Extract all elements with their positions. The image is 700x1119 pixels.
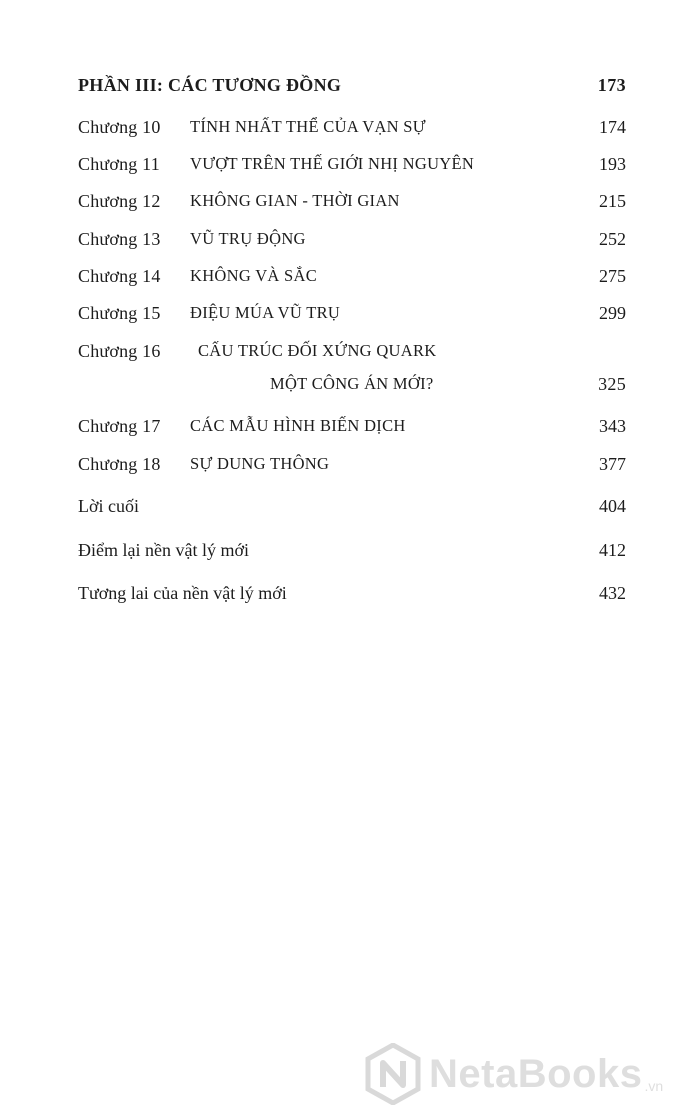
chapter-number: Chương 17: [78, 416, 161, 436]
watermark-brand: NetaBooks: [429, 1051, 643, 1096]
toc-entry-chapter-11: [78, 149, 626, 179]
part-page-number: 173: [597, 75, 626, 95]
chapter-number: Chương 10: [78, 117, 161, 137]
toc-entry-chapter-16: [78, 336, 626, 366]
section-page-number: 404: [599, 496, 626, 516]
toc-part-heading: [78, 70, 626, 100]
toc-entry-afterword: [78, 491, 626, 521]
toc-entry-chapter-12: [78, 186, 626, 216]
section-title: Lời cuối: [78, 496, 140, 516]
section-title: Điểm lại nền vật lý mới: [78, 540, 249, 560]
part-title: PHẦN III: CÁC TƯƠNG ĐỒNG: [78, 75, 342, 95]
toc-entry-chapter-13: [78, 224, 626, 254]
chapter-page-number: 252: [599, 229, 626, 249]
chapter-title: VƯỢT TRÊN THẾ GIỚI NHỊ NGUYÊN: [190, 154, 475, 173]
toc-entry-chapter-16-continuation: [270, 369, 626, 399]
section-page-number: 432: [599, 583, 626, 603]
chapter-page-number: 174: [599, 117, 626, 137]
section-title: Tương lai của nền vật lý mới: [78, 583, 287, 603]
chapter-number: Chương 13: [78, 229, 161, 249]
chapter-title: TÍNH NHẤT THỂ CỦA VẠN SỰ: [190, 117, 426, 136]
netabooks-logo-icon: [365, 1043, 421, 1105]
section-page-number: 412: [599, 540, 626, 560]
chapter-title: CẤU TRÚC ĐỐI XỨNG QUARK: [198, 341, 437, 360]
chapter-title-continued: MỘT CÔNG ÁN MỚI?: [270, 374, 434, 393]
chapter-title: CÁC MẪU HÌNH BIẾN DỊCH: [190, 416, 406, 435]
chapter-number: Chương 11: [78, 154, 160, 174]
toc-entry-chapter-15: [78, 298, 626, 328]
toc-entry-future: [78, 578, 626, 608]
chapter-title: SỰ DUNG THÔNG: [190, 454, 330, 473]
chapter-title: KHÔNG GIAN - THỜI GIAN: [190, 191, 400, 210]
chapter-number: Chương 12: [78, 191, 161, 211]
chapter-title: ĐIỆU MÚA VŨ TRỤ: [190, 303, 341, 322]
chapter-page-number: 299: [599, 303, 626, 323]
chapter-title: KHÔNG VÀ SẮC: [190, 266, 318, 285]
toc-entry-review: [78, 535, 626, 565]
chapter-number: Chương 18: [78, 454, 161, 474]
watermark-suffix: .vn: [644, 1078, 664, 1094]
chapter-number: Chương 14: [78, 266, 161, 286]
chapter-page-number: 275: [599, 266, 626, 286]
watermark: [365, 1042, 695, 1106]
chapter-page-number: 325: [598, 374, 626, 394]
chapter-number: Chương 16: [78, 341, 161, 361]
chapter-page-number: 343: [599, 416, 626, 436]
chapter-number: Chương 15: [78, 303, 161, 323]
toc-entry-chapter-10: [78, 112, 626, 142]
chapter-title: VŨ TRỤ ĐỘNG: [190, 229, 306, 248]
chapter-page-number: 215: [599, 191, 626, 211]
toc-entry-chapter-18: [78, 449, 626, 479]
toc-entry-chapter-14: [78, 261, 626, 291]
toc-entry-chapter-17: [78, 411, 626, 441]
chapter-page-number: 193: [599, 154, 626, 174]
chapter-page-number: 377: [599, 454, 626, 474]
